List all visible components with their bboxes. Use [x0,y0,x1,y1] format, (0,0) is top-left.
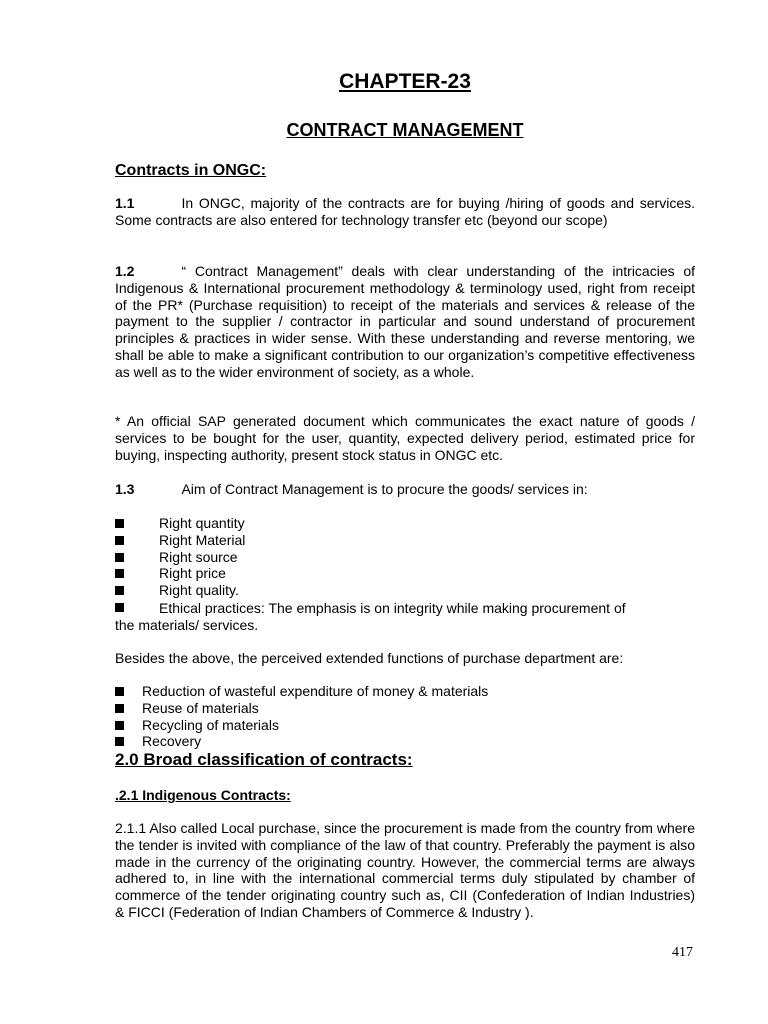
functions-list [115,683,695,750]
chapter-title: CONTRACT MANAGEMENT [286,120,524,140]
bullet-square-icon [115,721,124,730]
footnote-purchase-requisition: * An official SAP generated document which communicates the exact nature of goods / services to be bought for the user, quantity, expected delivery period, estimated price for buying, inspecting authority, present stock status in ONGC etc. [115,413,695,463]
paragraph-text: In ONGC, majority of the contracts are for buying /hiring of goods and services. Some contracts are also entered for technology transfer etc (beyond our scope) [115,195,695,228]
paragraph-number: 1.1 [115,195,135,211]
list-item: Right quantity [115,515,695,532]
bullet-square-icon [115,704,124,713]
list-item: Right quality. [115,582,695,599]
paragraph-text: “ Contract Management” deals with clear understanding of the intricacies of Indigenous & International procurement methodology & terminology used, right from receipt of the PR* (Purchase requisition) to receipt of the materials and services & release of the payment to the supplier / contractor in particular and sound understand of procurement principles & practices in wider sense. With these understanding and reverse mentoring, we shall be able to make a significant contribution to our organization’s competitive effectiveness as well as to the wider environment of society, as a whole. [115,263,695,380]
list-item: Recycling of materials [115,717,695,734]
paragraph-1-3 [115,481,695,498]
bullet-square-icon [115,687,124,696]
list-item: Right Material [115,532,695,549]
document-page [115,0,695,1024]
bullet-square-icon [115,536,124,545]
bullet-square-icon [115,519,124,528]
paragraph-1-2 [115,263,695,381]
section-heading-classification: 2.0 Broad classification of contracts: [115,750,413,769]
ethical-practices-item: Ethical practices: The emphasis is on integrity while making procurement of the materials/ services. [115,600,626,633]
aims-list [115,515,695,599]
bullet-square-icon [115,737,124,746]
section-heading-contracts: Contracts in ONGC: [115,162,267,179]
bullet-square-icon [115,603,124,612]
bullet-square-icon [115,586,124,595]
paragraph-number: 1.3 [115,481,135,497]
subsection-heading-indigenous: .2.1 Indigenous Contracts: [115,787,291,803]
besides-paragraph: Besides the above, the perceived extended functions of purchase department are: [115,650,624,666]
list-item: Right source [115,549,695,566]
list-item: Reduction of wasteful expenditure of money & materials [115,683,695,700]
list-item: Recovery [115,733,695,750]
page-number: 417 [672,945,693,960]
bullet-square-icon [115,553,124,562]
list-item: Reuse of materials [115,700,695,717]
paragraph-1-1 [115,195,695,229]
paragraph-2-1-1: 2.1.1 Also called Local purchase, since the procurement is made from the country from where the tender is invited with compliance of the law of that country. Preferably the payment is also made in the currency of the originating country. However, the commercial terms are always adhered to, in line with the international commercial terms duly stipulated by chamber of commerce of the tender originating country such as, CII (Confederation of Indian Industries) & FICCI (Federation of Indian Chambers of Commerce & Industry ). [115,820,695,920]
paragraph-number: 1.2 [115,263,135,279]
list-item: Right price [115,565,695,582]
bullet-square-icon [115,569,124,578]
paragraph-text: Aim of Contract Management is to procure the goods/ services in: [181,481,588,497]
chapter-heading: CHAPTER-23 [339,70,471,93]
